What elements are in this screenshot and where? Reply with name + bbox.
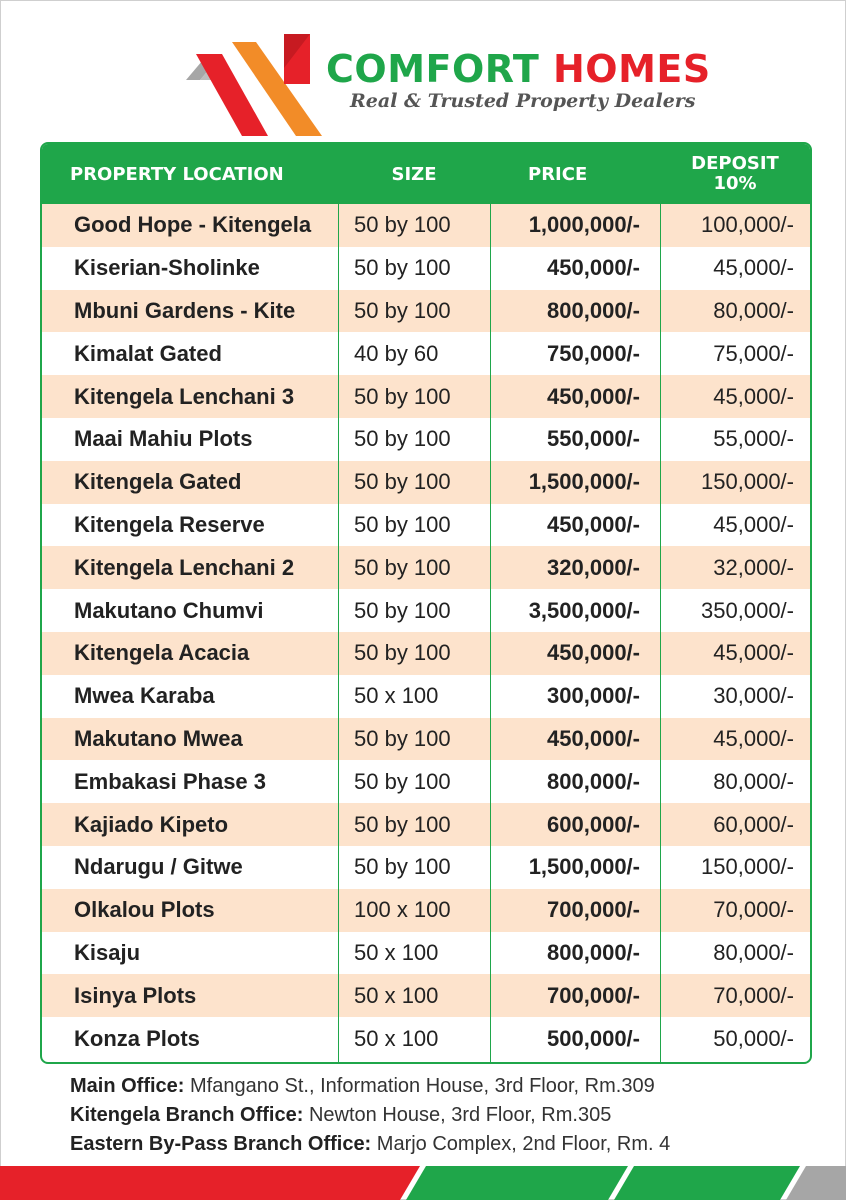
header-deposit-line1: DEPOSIT bbox=[691, 153, 779, 174]
cell-price: 300,000/- bbox=[547, 683, 640, 709]
table-row bbox=[42, 546, 810, 589]
cell-price: 450,000/- bbox=[547, 725, 640, 751]
cell-location: Makutano Chumvi bbox=[74, 597, 264, 623]
cell-size: 50 by 100 bbox=[354, 811, 451, 837]
office-address: Marjo Complex, 2nd Floor, Rm. 4 bbox=[371, 1133, 671, 1155]
cell-price: 1,500,000/- bbox=[528, 469, 640, 495]
cell-location: Olkalou Plots bbox=[74, 897, 215, 923]
table-row bbox=[42, 718, 810, 761]
cell-deposit: 45,000/- bbox=[713, 255, 794, 281]
cell-location: Maai Mahiu Plots bbox=[74, 426, 253, 452]
cell-price: 550,000/- bbox=[547, 426, 640, 452]
table-row bbox=[42, 418, 810, 461]
column-divider bbox=[660, 144, 661, 1062]
table-row bbox=[42, 375, 810, 418]
cell-deposit: 350,000/- bbox=[701, 597, 794, 623]
table-row bbox=[42, 632, 810, 675]
cell-price: 450,000/- bbox=[547, 640, 640, 666]
cell-price: 600,000/- bbox=[547, 811, 640, 837]
office-label: Kitengela Branch Office: bbox=[70, 1104, 304, 1126]
header-deposit-line2: 10% bbox=[713, 173, 757, 194]
cell-location: Good Hope - Kitengela bbox=[74, 212, 312, 238]
cell-price: 800,000/- bbox=[547, 939, 640, 965]
cell-deposit: 45,000/- bbox=[713, 511, 794, 537]
cell-location: Mbuni Gardens - Kite bbox=[74, 297, 296, 323]
cell-deposit: 30,000/- bbox=[713, 683, 794, 709]
column-divider bbox=[490, 144, 491, 1062]
table-row bbox=[42, 204, 810, 247]
cell-deposit: 55,000/- bbox=[713, 426, 794, 452]
header-location: PROPERTY LOCATION bbox=[70, 163, 284, 185]
brand-name bbox=[326, 46, 711, 92]
cell-size: 50 by 100 bbox=[354, 383, 451, 409]
cell-deposit: 45,000/- bbox=[713, 725, 794, 751]
office-label: Main Office: bbox=[70, 1075, 185, 1097]
cell-size: 50 x 100 bbox=[354, 982, 439, 1008]
cell-location: Kitengela Acacia bbox=[74, 640, 250, 666]
cell-location: Isinya Plots bbox=[74, 982, 197, 1008]
cell-price: 1,500,000/- bbox=[528, 854, 640, 880]
table-row bbox=[42, 675, 810, 718]
cell-location: Kitengela Reserve bbox=[74, 511, 265, 537]
cell-location: Kitengela Lenchani 2 bbox=[74, 554, 295, 580]
table-row bbox=[42, 461, 810, 504]
cell-location: Embakasi Phase 3 bbox=[74, 768, 267, 794]
cell-location: Kisaju bbox=[74, 939, 141, 965]
cell-price: 450,000/- bbox=[547, 255, 640, 281]
cell-price: 750,000/- bbox=[547, 340, 640, 366]
cell-size: 40 by 60 bbox=[354, 340, 439, 366]
table-row bbox=[42, 504, 810, 547]
office-line bbox=[70, 1130, 810, 1159]
cell-deposit: 70,000/- bbox=[713, 897, 794, 923]
cell-location: Kimalat Gated bbox=[74, 340, 222, 366]
cell-size: 50 by 100 bbox=[354, 768, 451, 794]
cell-size: 50 by 100 bbox=[354, 597, 451, 623]
table-row bbox=[42, 932, 810, 975]
table-row bbox=[42, 889, 810, 932]
table-header bbox=[42, 144, 810, 204]
cell-price: 450,000/- bbox=[547, 383, 640, 409]
office-address: Mfangano St., Information House, 3rd Floor, Rm.309 bbox=[184, 1075, 655, 1097]
cell-size: 50 by 100 bbox=[354, 640, 451, 666]
cell-price: 1,000,000/- bbox=[528, 212, 640, 238]
header-price: PRICE bbox=[528, 163, 588, 185]
cell-deposit: 150,000/- bbox=[701, 854, 794, 880]
table-row bbox=[42, 846, 810, 889]
cell-price: 700,000/- bbox=[547, 982, 640, 1008]
cell-location: Makutano Mwea bbox=[74, 725, 243, 751]
brand-name-part2: HOMES bbox=[552, 47, 711, 91]
header-size: SIZE bbox=[391, 163, 437, 185]
house-roof-stripes-icon bbox=[186, 34, 328, 136]
column-divider bbox=[338, 144, 339, 1062]
cell-deposit: 75,000/- bbox=[713, 340, 794, 366]
cell-location: Kajiado Kipeto bbox=[74, 811, 229, 837]
cell-price: 450,000/- bbox=[547, 511, 640, 537]
cell-deposit: 80,000/- bbox=[713, 768, 794, 794]
cell-deposit: 45,000/- bbox=[713, 640, 794, 666]
cell-size: 50 by 100 bbox=[354, 212, 451, 238]
cell-size: 50 by 100 bbox=[354, 725, 451, 751]
cell-deposit: 80,000/- bbox=[713, 297, 794, 323]
table-row bbox=[42, 332, 810, 375]
cell-location: Kitengela Lenchani 3 bbox=[74, 383, 295, 409]
cell-size: 50 x 100 bbox=[354, 939, 439, 965]
cell-size: 50 by 100 bbox=[354, 297, 451, 323]
office-address: Newton House, 3rd Floor, Rm.305 bbox=[303, 1104, 612, 1126]
cell-location: Konza Plots bbox=[74, 1025, 200, 1051]
cell-size: 50 x 100 bbox=[354, 683, 439, 709]
cell-size: 50 by 100 bbox=[354, 469, 451, 495]
office-line bbox=[70, 1072, 810, 1101]
cell-deposit: 50,000/- bbox=[713, 1025, 794, 1051]
cell-size: 50 x 100 bbox=[354, 1025, 439, 1051]
table-row bbox=[42, 803, 810, 846]
cell-deposit: 150,000/- bbox=[701, 469, 794, 495]
cell-size: 50 by 100 bbox=[354, 554, 451, 580]
cell-location: Mwea Karaba bbox=[74, 683, 215, 709]
brand-tagline: Real & Trusted Property Dealers bbox=[350, 90, 696, 112]
table-row bbox=[42, 974, 810, 1017]
price-table bbox=[40, 142, 812, 1064]
cell-price: 800,000/- bbox=[547, 297, 640, 323]
cell-size: 100 x 100 bbox=[354, 897, 451, 923]
table-row bbox=[42, 760, 810, 803]
cell-location: Kiserian-Sholinke bbox=[74, 255, 260, 281]
table-row bbox=[42, 1017, 810, 1060]
office-line bbox=[70, 1101, 810, 1130]
cell-size: 50 by 100 bbox=[354, 255, 451, 281]
office-list bbox=[70, 1072, 810, 1159]
table-row bbox=[42, 589, 810, 632]
table-row bbox=[42, 290, 810, 333]
cell-deposit: 80,000/- bbox=[713, 939, 794, 965]
office-label: Eastern By-Pass Branch Office: bbox=[70, 1133, 372, 1155]
cell-price: 500,000/- bbox=[547, 1025, 640, 1051]
cell-location: Kitengela Gated bbox=[74, 469, 242, 495]
cell-price: 800,000/- bbox=[547, 768, 640, 794]
cell-price: 700,000/- bbox=[547, 897, 640, 923]
cell-deposit: 60,000/- bbox=[713, 811, 794, 837]
cell-deposit: 32,000/- bbox=[713, 554, 794, 580]
cell-deposit: 100,000/- bbox=[701, 212, 794, 238]
table-row bbox=[42, 247, 810, 290]
cell-location: Ndarugu / Gitwe bbox=[74, 854, 243, 880]
cell-size: 50 by 100 bbox=[354, 511, 451, 537]
color-stripe-footer bbox=[0, 1166, 846, 1200]
header-deposit bbox=[660, 144, 810, 204]
cell-size: 50 by 100 bbox=[354, 854, 451, 880]
cell-price: 320,000/- bbox=[547, 554, 640, 580]
cell-size: 50 by 100 bbox=[354, 426, 451, 452]
cell-deposit: 45,000/- bbox=[713, 383, 794, 409]
cell-price: 3,500,000/- bbox=[528, 597, 640, 623]
cell-deposit: 70,000/- bbox=[713, 982, 794, 1008]
brand-name-part1: COMFORT bbox=[326, 47, 540, 91]
